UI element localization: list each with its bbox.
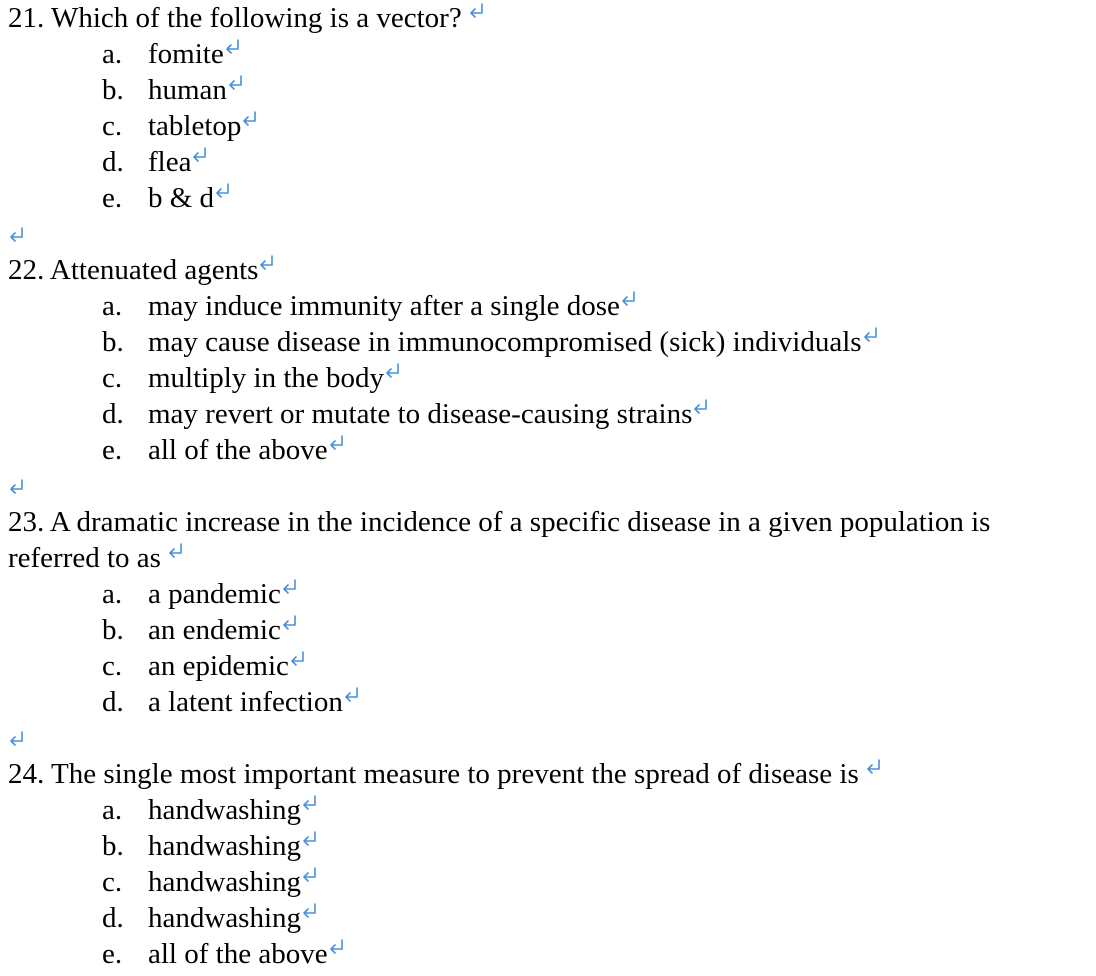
option-text: flea: [148, 146, 192, 178]
option-text: tabletop: [148, 110, 242, 142]
option-text: fomite: [148, 38, 224, 70]
option-letter: c.: [102, 650, 123, 682]
option-text: handwashing: [148, 830, 302, 862]
question-number: 23.: [8, 506, 45, 538]
option-letter: b.: [102, 614, 124, 646]
option-text: b & d: [148, 182, 215, 214]
question-24-prompt: [8, 756, 1088, 792]
option-24a: [8, 792, 1088, 828]
option-23d: [8, 684, 1088, 720]
question-text: A dramatic increase in the incidence of a specific disease in a given population is: [49, 506, 991, 538]
option-text: may revert or mutate to disease-causing strains: [148, 398, 693, 430]
option-21c: [8, 108, 1088, 144]
paragraph-return-icon: [224, 39, 242, 61]
option-letter: d.: [102, 398, 124, 430]
paragraph-return-icon: [328, 435, 346, 457]
option-text: handwashing: [148, 794, 302, 826]
paragraph-return-icon: [328, 939, 346, 961]
option-22b: [8, 324, 1088, 360]
option-21d: [8, 144, 1088, 180]
option-21a: [8, 36, 1088, 72]
option-letter: c.: [102, 866, 123, 898]
question-number: 21.: [8, 2, 45, 34]
question-text: referred to as: [8, 542, 161, 574]
option-letter: b.: [102, 830, 124, 862]
paragraph-return-icon: [468, 3, 486, 25]
option-letter: d.: [102, 686, 124, 718]
question-number: 22.: [8, 254, 45, 286]
option-23b: [8, 612, 1088, 648]
question-23-prompt-continued: [8, 540, 1088, 576]
option-21e: [8, 180, 1088, 216]
option-24b: [8, 828, 1088, 864]
option-text: a latent infection: [148, 686, 343, 718]
option-text: all of the above: [148, 938, 328, 970]
option-letter: b.: [102, 74, 124, 106]
option-text: handwashing: [148, 866, 302, 898]
option-letter: b.: [102, 326, 124, 358]
paragraph-return-icon: [301, 795, 319, 817]
option-text: all of the above: [148, 434, 328, 466]
option-text: may cause disease in immunocompromised (sick) individuals: [148, 326, 862, 358]
option-text: human: [148, 74, 227, 106]
option-23c: [8, 648, 1088, 684]
option-letter: e.: [102, 182, 123, 214]
option-24e: [8, 936, 1088, 972]
paragraph-return-icon: [343, 687, 361, 709]
question-number: 24.: [8, 758, 45, 790]
option-24c: [8, 864, 1088, 900]
option-letter: d.: [102, 902, 124, 934]
paragraph-return-icon: [620, 291, 638, 313]
question-22-prompt: [8, 252, 1088, 288]
option-letter: e.: [102, 434, 123, 466]
paragraph-return-icon: [862, 327, 880, 349]
option-21b: [8, 72, 1088, 108]
paragraph-return-icon: [865, 759, 883, 781]
option-text: multiply in the body: [148, 362, 385, 394]
paragraph-return-icon: [289, 651, 307, 673]
question-text: Attenuated agents: [49, 254, 259, 286]
paragraph-return-icon: [241, 111, 259, 133]
paragraph-return-icon: [191, 147, 209, 169]
paragraph-return-icon: [8, 479, 26, 501]
option-text: an endemic: [148, 614, 281, 646]
paragraph-return-icon: [8, 731, 26, 753]
paragraph-return-icon: [301, 831, 319, 853]
option-24d: [8, 900, 1088, 936]
paragraph-return-icon: [227, 75, 245, 97]
option-letter: a.: [102, 578, 123, 610]
paragraph-return-icon: [214, 183, 232, 205]
option-text: a pandemic: [148, 578, 281, 610]
paragraph-return-icon: [281, 615, 299, 637]
option-letter: e.: [102, 938, 123, 970]
option-text: may induce immunity after a single dose: [148, 290, 620, 322]
option-text: handwashing: [148, 902, 302, 934]
paragraph-return-icon: [301, 903, 319, 925]
option-22d: [8, 396, 1088, 432]
paragraph-return-icon: [384, 363, 402, 385]
option-letter: d.: [102, 146, 124, 178]
question-23-prompt: [8, 504, 1088, 540]
option-letter: c.: [102, 362, 123, 394]
option-22e: [8, 432, 1088, 468]
paragraph-return-icon: [692, 399, 710, 421]
option-letter: a.: [102, 794, 123, 826]
question-21-prompt: [8, 0, 1088, 36]
option-letter: a.: [102, 290, 123, 322]
option-23a: [8, 576, 1088, 612]
empty-paragraph: [8, 468, 1088, 504]
empty-paragraph: [8, 216, 1088, 252]
option-22a: [8, 288, 1088, 324]
question-text: Which of the following is a vector?: [50, 2, 462, 34]
paragraph-return-icon: [301, 867, 319, 889]
question-text: The single most important measure to prevent the spread of disease is: [50, 758, 859, 790]
option-text: an epidemic: [148, 650, 289, 682]
paragraph-return-icon: [281, 579, 299, 601]
option-letter: a.: [102, 38, 123, 70]
paragraph-return-icon: [258, 255, 276, 277]
empty-paragraph: [8, 720, 1088, 756]
option-22c: [8, 360, 1088, 396]
paragraph-return-icon: [167, 543, 185, 565]
option-letter: c.: [102, 110, 123, 142]
paragraph-return-icon: [8, 227, 26, 249]
document-body: [8, 0, 1088, 972]
